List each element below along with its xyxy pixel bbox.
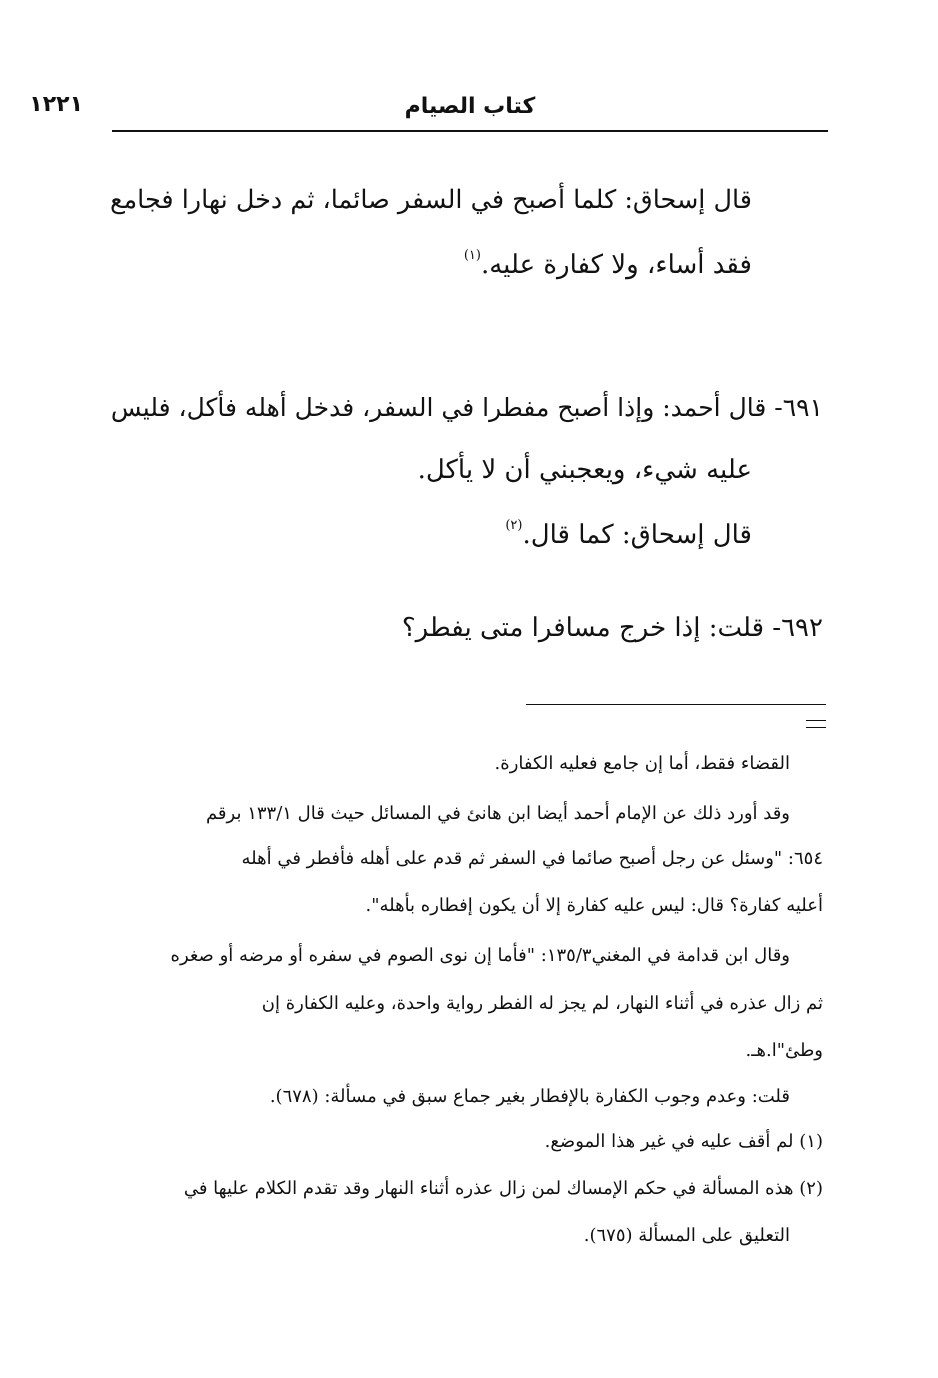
footnote-continued-line-7: وطئ"ا.هـ. <box>745 1040 823 1061</box>
footnote-ref-1: (١) <box>463 248 481 263</box>
para-1-line-2-text: فقد أساء، ولا كفارة عليه. <box>480 250 752 280</box>
footnote-separator <box>526 704 826 705</box>
page-header <box>29 92 828 132</box>
continued-footnote-mark <box>806 720 826 728</box>
footnote-continued-line-3: ٦٥٤: "وسئل عن رجل أصبح صائما في السفر ثم قدم على أهله فأفطر في أهله <box>241 848 823 869</box>
footnote-continued-line-2: وقد أورد ذلك عن الإمام أحمد أيضا ابن هانئ في المسائل حيث قال ١٣٣/١ برقم <box>205 803 790 824</box>
footnote-continued-line-4: أعليه كفارة؟ قال: ليس عليه كفارة إلا أن يكون إفطاره بأهله". <box>365 895 823 916</box>
entry-691-line-3 <box>505 508 752 553</box>
entry-691-line-3-text: قال إسحاق: كما قال. <box>522 520 752 550</box>
footnote-ref-2: (٢) <box>505 518 523 533</box>
footnote-2-line-2: التعليق على المسألة (٦٧٥). <box>583 1225 790 1246</box>
footnote-continued-line-8: قلت: وعدم وجوب الكفارة بالإفطار بغير جماع سبق في مسألة: (٦٧٨). <box>269 1086 790 1107</box>
footnote-continued-line-1: القضاء فقط، أما إن جامع فعليه الكفارة. <box>494 753 790 774</box>
footnote-1: (١) لم أقف عليه في غير هذا الموضع. <box>544 1131 823 1152</box>
running-title: كتاب الصيام <box>404 94 536 119</box>
footnote-continued-line-6: ثم زال عذره في أثناء النهار، لم يجز له الفطر رواية واحدة، وعليه الكفارة إن <box>261 993 823 1014</box>
entry-691-line-1: ٦٩١- قال أحمد: وإذا أصبح مفطرا في السفر، فدخل أهله فأكل، فليس <box>110 393 823 422</box>
entry-691-line-2: عليه شيء، ويعجبني أن لا يأكل. <box>417 455 752 485</box>
page-number: ١٢٢١ <box>29 92 83 117</box>
para-1-line-2 <box>464 238 752 283</box>
footnote-continued-line-5: وقال ابن قدامة في المغني١٣٥/٣: "فأما إن نوى الصوم في سفره أو مرضه أو صغره <box>170 945 790 966</box>
para-1-line-1: قال إسحاق: كلما أصبح في السفر صائما، ثم دخل نهارا فجامع <box>109 185 752 215</box>
entry-692-line-1: ٦٩٢- قلت: إذا خرج مسافرا متى يفطر؟ <box>401 613 823 643</box>
footnote-2-line-1: (٢) هذه المسألة في حكم الإمساك لمن زال عذره أثناء النهار وقد تقدم الكلام عليها في <box>183 1178 823 1199</box>
